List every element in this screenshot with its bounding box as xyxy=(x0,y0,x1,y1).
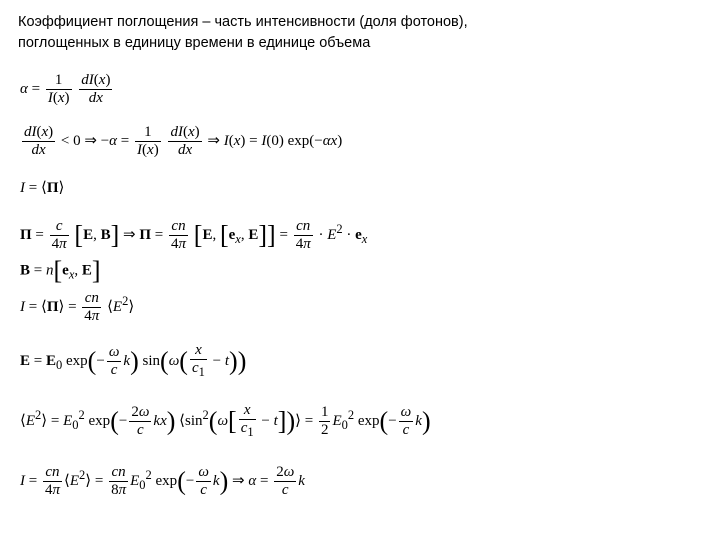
formula-absorption-result: I = $\frac{cn}{4\pi}$ $⟨E^2⟩$ = $\frac{cn}{8\pi}$ $E_0^2$ exp(− $\frac{\omega}{c}$ k) ⇒ α = $\frac{2\omega}{c}$ k xyxy=(20,464,305,498)
formula-intensity-poynting: I = ⟨Π⟩ xyxy=(20,180,65,196)
formula-poynting-vector: Π = $\frac{c}{4\pi}$ [E, B] ⇒ Π = $\frac{cn}{4\pi}$ [E, [$e_x$, E]] = $\frac{cn}{4\pi}$ · $E^2 \cdot e_x$ xyxy=(20,218,368,252)
formula-mean-square-field: $⟨E^2⟩ = E_0^2$ exp(− $\frac{2\omega}{c}$ kx) $⟨\sin^2(\omega$[ $\frac{x}{c_1}$ − t])⟩ = $\frac{1}{2}$ $E_0^2$ exp(− $\frac{\omega}{c}$ k) xyxy=(20,402,431,439)
formula-intensity-average: I = ⟨Π⟩ = $\frac{cn}{4\pi}$ $⟨E^2⟩$ xyxy=(20,290,135,324)
title-line-2: поглощенных в единицу времени в единице объема xyxy=(18,35,371,51)
title-line-1: Коэффициент поглощения – часть интенсивности (доля фотонов), xyxy=(18,14,468,30)
slide-title xyxy=(18,12,708,54)
formula-magnetic-field: $B = n[e_x$, E] xyxy=(20,256,101,285)
formula-intensity-decay: $\frac{dI(x)}{dx}$ < 0 ⇒ −α = $\frac{1}{I(x)}$ $\frac{dI(x)}{dx}$ ⇒ I(x) = I(0) exp(−αx) xyxy=(24,124,343,158)
formula-absorption-definition: α = $\frac{1}{I(x)}$ $\frac{dI(x)}{dx}$ xyxy=(20,72,111,106)
formula-field-wave: $E = E_0$ exp(− $\frac{\omega}{c}$ k) sin(ω( $\frac{x}{c_1}$ − t)) xyxy=(20,342,247,379)
